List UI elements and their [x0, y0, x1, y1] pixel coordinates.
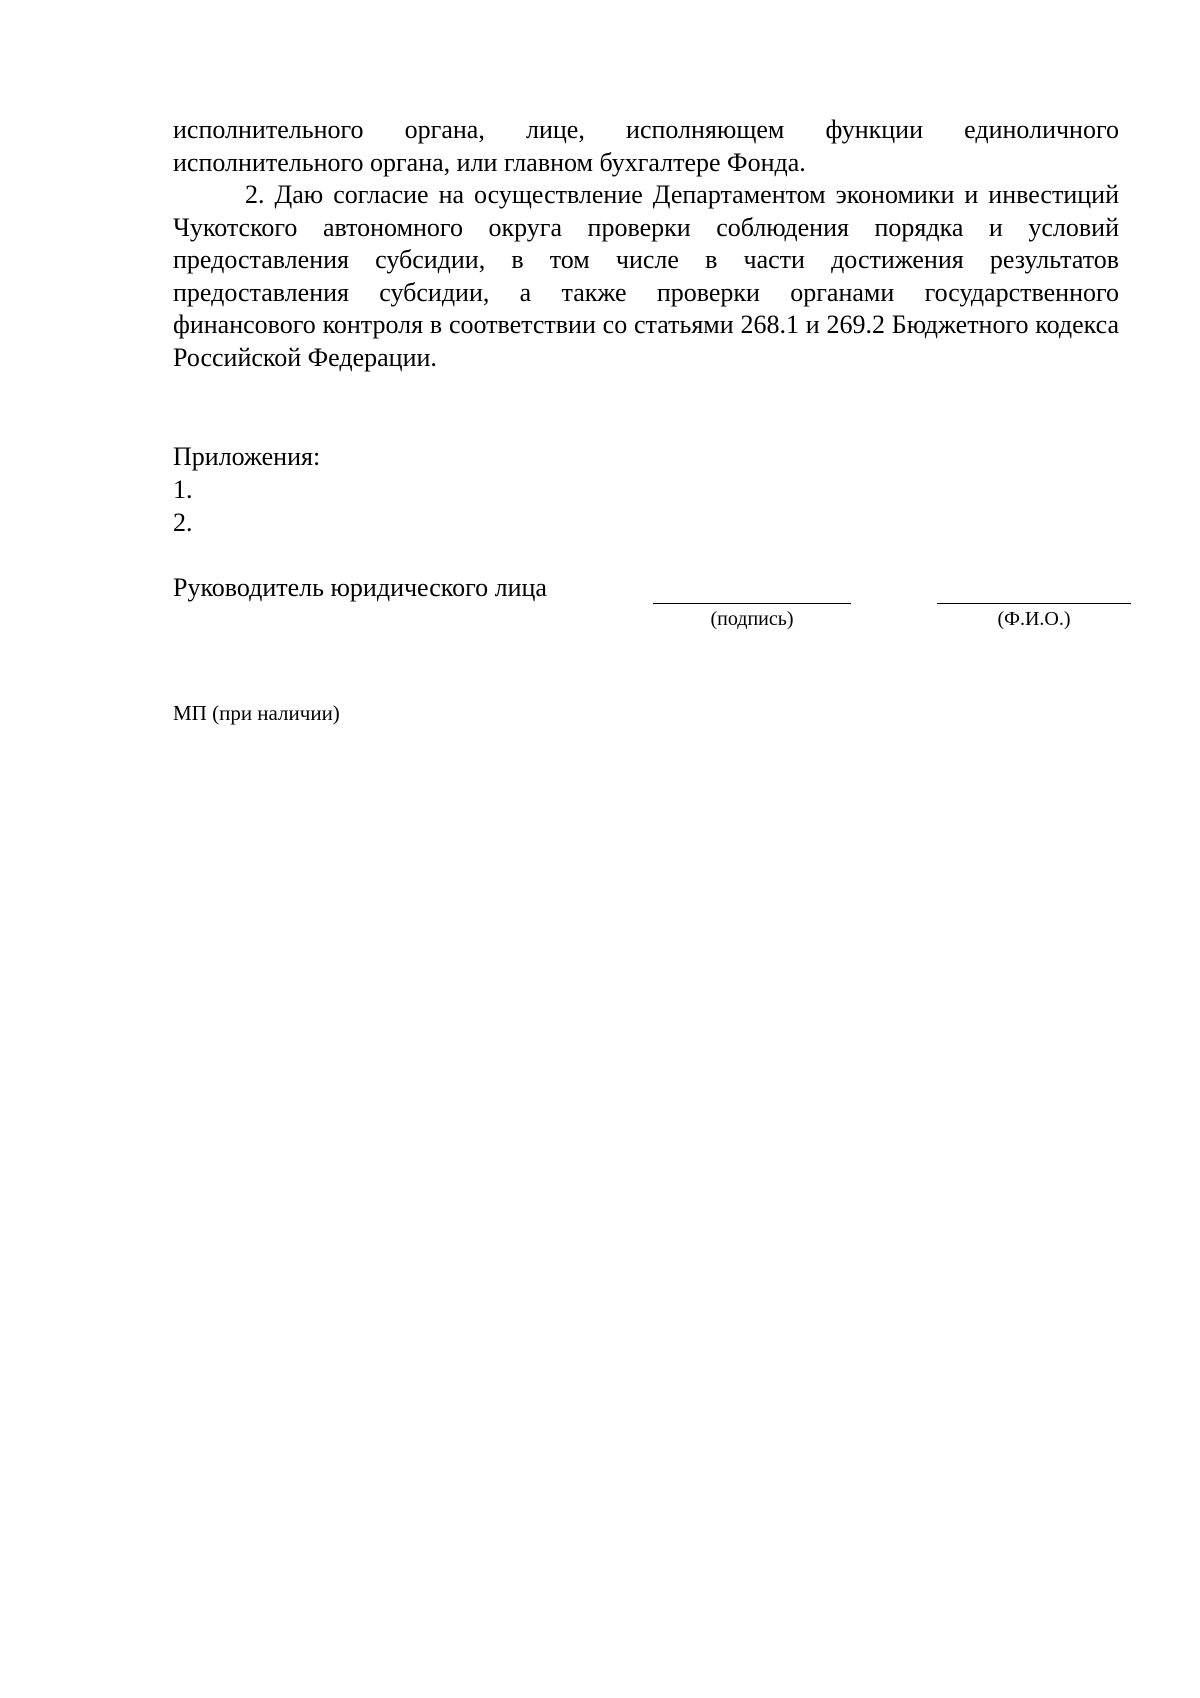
appendix-heading: Приложения:: [173, 442, 321, 471]
stamp-note: МП (при наличии): [173, 701, 340, 725]
signature-caption: (подпись): [710, 608, 794, 630]
signer-label: Руководитель юридического лица: [173, 573, 547, 602]
paragraph-consent: 2. Даю согласие на осуществление Департаментом экономики и инвестиций Чукотского автономного округа проверки соблюдения порядка и условий предоставления субсидии, в том числе в части достижения результатов предоставления субсидии, а также проверки органами государственного финансового контроля в соответствии со статьями 268.1 и 269.2 Бюджетного кодекса Российской Федерации.: [173, 180, 1119, 372]
signature-line: [653, 603, 851, 604]
full-name-caption: (Ф.И.О.): [997, 608, 1071, 630]
appendix-item-2: 2.: [173, 508, 193, 537]
paragraph-continuation: исполнительного органа, лице, исполняющем функции единоличного исполнительного органа, или главном бухгалтере Фонда.: [173, 115, 1119, 177]
signature-block: [173, 571, 1133, 631]
appendix-item-1: 1.: [173, 475, 193, 504]
full-name-line: [937, 603, 1131, 604]
document-body: [173, 114, 1119, 374]
appendix-section: [173, 440, 320, 539]
